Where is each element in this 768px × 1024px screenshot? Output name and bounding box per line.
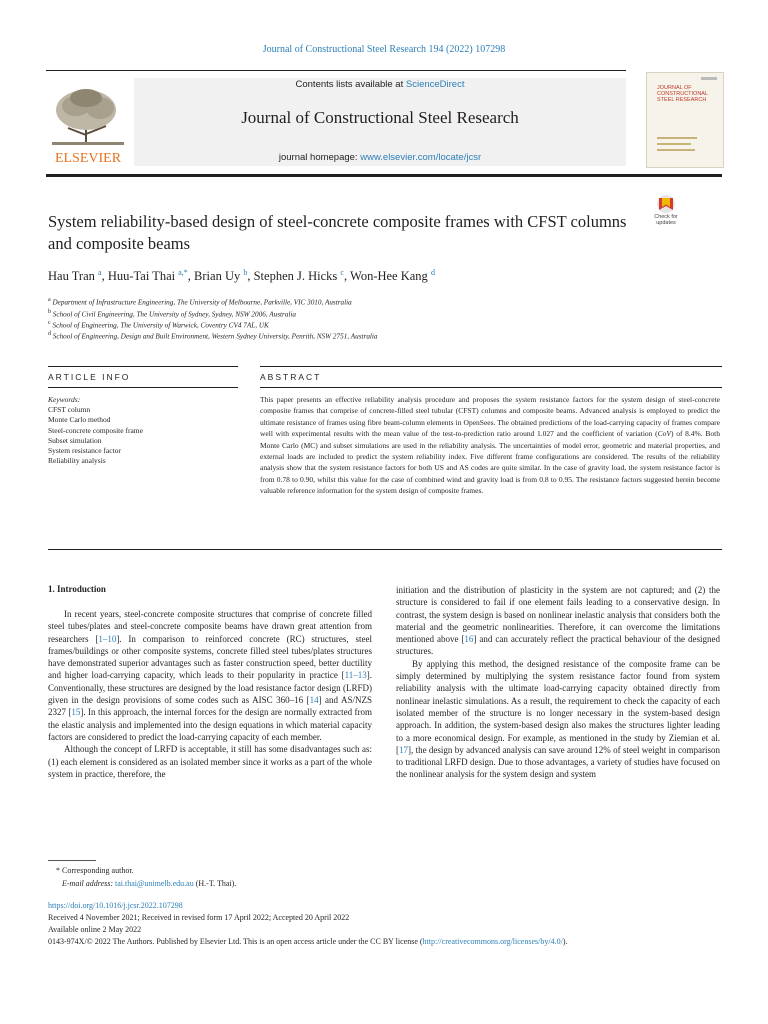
abstract-bottom-rule bbox=[260, 387, 722, 388]
keywords-label: Keywords: bbox=[48, 395, 81, 404]
header-top-rule bbox=[46, 70, 626, 71]
affiliation bbox=[48, 295, 728, 307]
article-title: System reliability-based design of steel-concrete composite frames with CFST columns and composite beams bbox=[48, 212, 627, 253]
doi-url[interactable]: https://doi.org/10.1016/j.jcsr.2022.107298 bbox=[48, 901, 183, 910]
affiliation-text: School of Civil Engineering, The University of Sydney, Sydney, NSW 2006, Australia bbox=[52, 310, 297, 319]
body-column-left bbox=[48, 608, 372, 780]
citation-link[interactable]: 14 bbox=[309, 695, 319, 706]
keyword-item: Reliability analysis bbox=[48, 456, 106, 466]
affiliation-mark: c bbox=[48, 320, 51, 326]
keywords-block bbox=[48, 395, 238, 466]
footnote-star: * bbox=[56, 866, 60, 875]
license-link[interactable]: http://creativecommons.org/licenses/by/4.0/ bbox=[422, 937, 563, 946]
elsevier-tree-icon bbox=[46, 80, 130, 166]
cover-line bbox=[657, 143, 691, 145]
doi-link[interactable] bbox=[48, 901, 183, 911]
author-affil-mark[interactable]: c bbox=[340, 268, 344, 277]
paragraph bbox=[396, 658, 720, 781]
email-link[interactable]: tai.thai@unimelb.edu.au bbox=[115, 879, 194, 888]
keyword-item: Monte Carlo method bbox=[48, 415, 111, 425]
author-affil-mark[interactable]: a,* bbox=[178, 268, 188, 277]
article-info-top-rule bbox=[48, 366, 238, 367]
check-updates-label: Check for updates bbox=[654, 214, 678, 226]
email-label: E-mail address: bbox=[62, 879, 114, 888]
section-heading-introduction: 1. Introduction bbox=[48, 584, 106, 594]
homepage-link[interactable]: www.elsevier.com/locate/jcsr bbox=[360, 152, 482, 163]
abstract-text bbox=[260, 394, 720, 497]
text-run: initiation and the distribution of plasticity in the system are not captured; and (2) the structure is considered to fail if one element fails leading to a conservative design. In contrast, the system design is based on nonlinear inelastic analysis that considers both the material and the geometric nonlinearities. Therefore, it can overcome the limitations mentioned above [ bbox=[396, 585, 720, 645]
corresponding-note bbox=[56, 866, 134, 876]
author-affil-mark[interactable]: b bbox=[243, 268, 248, 277]
journal-homepage-line bbox=[134, 152, 626, 163]
header-bottom-rule bbox=[46, 174, 722, 177]
text-run: ] and can accurately reflect the practical behaviour of the designed structures. bbox=[396, 634, 720, 657]
license-line bbox=[48, 937, 728, 947]
abstract-end-rule bbox=[48, 549, 722, 550]
abstract-heading: ABSTRACT bbox=[260, 372, 322, 382]
article-info-heading: ARTICLE INFO bbox=[48, 372, 131, 382]
affiliation-mark: b bbox=[48, 309, 51, 315]
affiliation-text: School of Engineering, Design and Built Environment, Western Sydney University, Penrith, NSW 2751, Australia bbox=[52, 332, 378, 341]
paragraph: Although the concept of LRFD is acceptable, it still has some disadvantages such as: (1) each element is considered as an isolated member since it works as a part of the whole system in practice, therefore, the bbox=[48, 744, 372, 779]
author-name[interactable]: Brian Uy bbox=[194, 269, 241, 284]
abstract-top-rule bbox=[260, 366, 722, 367]
footnote-rule bbox=[48, 860, 96, 861]
cover-line bbox=[657, 149, 695, 151]
keyword-item: Steel-concrete composite frame bbox=[48, 425, 143, 435]
author-affil-mark[interactable]: a bbox=[98, 268, 102, 277]
affiliation-text: Department of Infrastructure Engineering, The University of Melbourne, Parkville, VIC 3010, Australia bbox=[52, 298, 352, 307]
author-list: Hau Tran $^a$, Huu-Tai Thai $^{a,*}$, Brian Uy $^b$, Stephen J. Hicks $^c$, Won-Hee Kang $^d$ bbox=[48, 268, 435, 284]
abstract-part: This paper presents an effective reliability analysis procedure and proposes the system resistance factors for the system design of steel-concrete composite frames that comprise of concrete-filled steel tubular (CFST) columns and composite beams. Advanced analysis is employed to predict the ultimate resistance of frames using fibre beam-column elements in OpenSees. The obtained predictions of the load-carrying capacity of frames compare well with experimental results with the mean value of the test-to-prediction ratio around 1.027 and the coefficient of variation ( bbox=[260, 395, 720, 439]
homepage-prefix: journal homepage: bbox=[278, 152, 361, 163]
check-for-updates-badge[interactable] bbox=[646, 194, 686, 236]
journal-reference[interactable]: Journal of Constructional Steel Research 194 (2022) 107298 bbox=[262, 44, 506, 55]
publisher-name: ELSEVIER bbox=[54, 151, 122, 166]
author-name[interactable]: Huu-Tai Thai bbox=[107, 269, 176, 284]
text-run: By applying this method, the designed resistance of the composite frame can be simply determined by multiplying the system resistance factor found from system reliability analysis with the ultimate load-carrying capacity obtained directly from nonlinear inelastic simulations. As a result, the requirement to check the capacity of each isolated member of the structure is no longer necessary in the system-based design approach. In addition, the system-based design also makes the structures lighter leading to a more economical design. For example, as mentioned in the study by Ziemian et al. [ bbox=[396, 658, 720, 755]
journal-title: Journal of Constructional Steel Research bbox=[241, 108, 519, 127]
keyword-item: CFST column bbox=[48, 405, 91, 415]
cover-mark bbox=[701, 77, 717, 80]
affiliation bbox=[48, 329, 728, 341]
contents-prefix: Contents lists available at bbox=[295, 79, 406, 90]
email-line bbox=[62, 879, 236, 889]
author-name[interactable]: Stephen J. Hicks bbox=[253, 269, 338, 284]
license-text: ). bbox=[562, 937, 568, 946]
elsevier-logo bbox=[46, 80, 130, 166]
affiliation-mark: d bbox=[48, 331, 51, 337]
abstract-cov: CoV bbox=[657, 429, 671, 439]
online-date: Available online 2 May 2022 bbox=[48, 925, 142, 934]
paragraph bbox=[396, 584, 720, 658]
journal-cover-thumbnail[interactable] bbox=[646, 72, 724, 168]
article-info-bottom-rule bbox=[48, 387, 238, 388]
citation-link[interactable]: 1–10 bbox=[98, 633, 117, 644]
text-run: ]. In comparison to reinforced concrete (RC) structures, steel frames/buildings or other composite systems, concrete filled steel tubes/plates structures have demonstrated superior advantages such as faster construction speed, better ductility and higher load-carrying capacity, which leads to their popularity in practice [ bbox=[48, 633, 372, 681]
check-updates-icon bbox=[646, 194, 686, 214]
text-run: ], the design by advanced analysis can save around 12% of steel weight in comparison to traditional LRFD design. Due to those advantages, a variety of studies have focused on the nonlinear analysis for the system design and system bbox=[396, 744, 720, 780]
cover-line bbox=[657, 137, 697, 139]
text-run: In recent years, steel-concrete composite structures that comprise of concrete filled steel tubes/plates and steel-concrete composite beams have drawn great attention from researchers [ bbox=[48, 609, 372, 644]
author-name[interactable]: Won-Hee Kang bbox=[350, 269, 428, 284]
text-run: ] and AS/NZS 2327 [ bbox=[48, 695, 372, 718]
text-run: ]. In this approach, the internal forces for the design are normally extracted from the elastic analysis and implemented into the design equations in which material capacity factors are considered to predict the load-carrying capacity of each member. bbox=[48, 707, 372, 742]
email-suffix: (H.-T. Thai). bbox=[195, 879, 237, 888]
citation-link[interactable]: 11–13 bbox=[344, 670, 367, 681]
cover-title: JOURNAL OF CONSTRUCTIONAL STEEL RESEARCH bbox=[657, 85, 708, 103]
received-dates: Received 4 November 2021; Received in revised form 17 April 2022; Accepted 20 April 2022 bbox=[48, 913, 350, 922]
license-text: 0143-974X/© 2022 The Authors. Published by Elsevier Ltd. This is an open access article under the CC BY license ( bbox=[48, 937, 423, 946]
affiliation-text: School of Engineering, The University of Warwick, Coventry CV4 7AL, UK bbox=[52, 321, 269, 330]
keyword-item: Subset simulation bbox=[48, 435, 102, 445]
sciencedirect-link[interactable]: ScienceDirect bbox=[405, 79, 465, 90]
affiliation-mark: a bbox=[48, 297, 51, 303]
author-name[interactable]: Hau Tran bbox=[48, 269, 95, 284]
citation-link[interactable]: 16 bbox=[464, 634, 474, 645]
author-affil-mark[interactable]: d bbox=[430, 268, 435, 277]
keyword-item: System resistance factor bbox=[48, 446, 121, 456]
abstract-part: ) of 8.4%. Both Monte Carlo (MC) and subset simulations are used in the reliability analysis. The uncertainties of model error, geometric and material properties, and external loads are included to predict the system reliability index. Five different frame configurations are considered. The results of the reliability analysis show that the system resistance factors for both US and AS codes are quite similar. In the case of gravity load, the system resistance factor is from 0.78 to 0.90, whilst this value for the case of combined wind and gravity load is from 0.8 to 0.95. The resistance factors suggested herein become valuable reference information for the system design of composite frames. bbox=[260, 429, 720, 496]
paragraph bbox=[48, 608, 372, 743]
citation-link[interactable]: 15 bbox=[71, 707, 81, 718]
citation-link[interactable]: 17 bbox=[399, 744, 408, 755]
body-column-right bbox=[396, 584, 720, 781]
contents-line bbox=[134, 79, 626, 90]
corresponding-text: Corresponding author. bbox=[62, 866, 134, 875]
text-run: ]. Conventionally, these structures are designed by the load resistance factor design (LRFD) given in the design provisions of some codes such as AISC 360–16 [ bbox=[48, 670, 372, 706]
